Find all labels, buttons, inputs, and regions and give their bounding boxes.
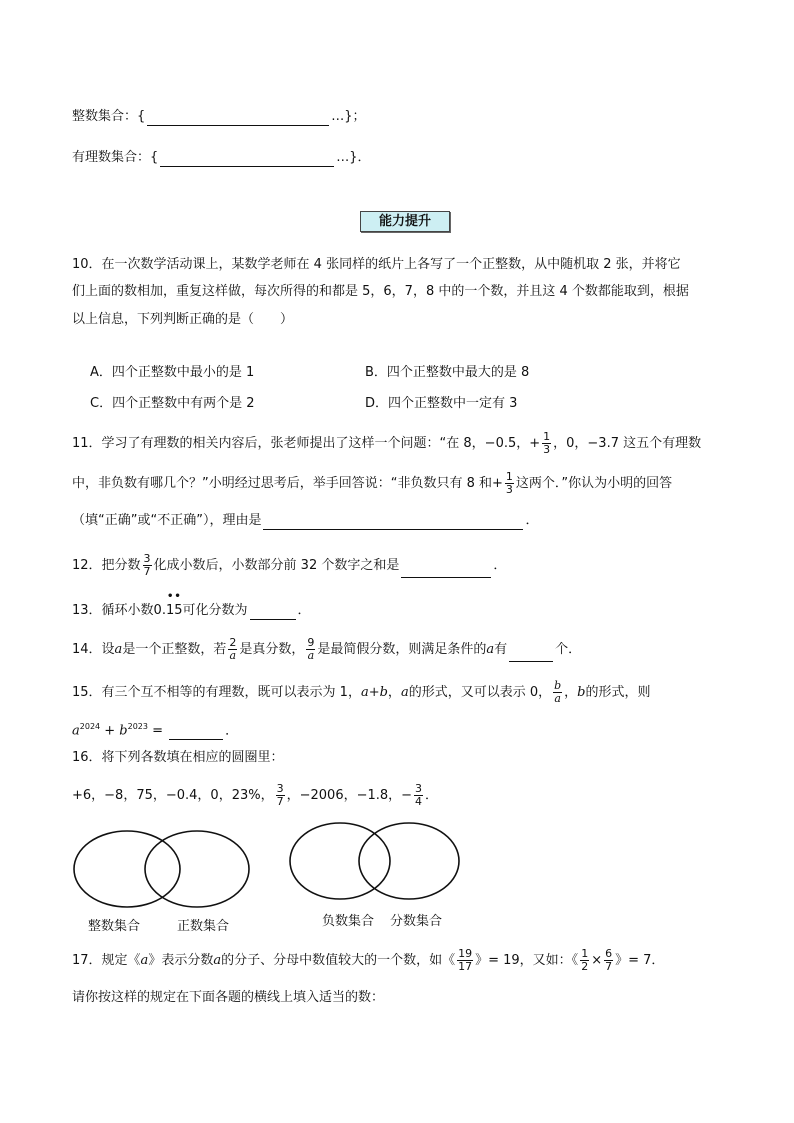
q12-line: 12．把分数 $\frac{3}{7}$ 化成小数后，小数部分前 32 个数字之和是 ．	[72, 552, 507, 578]
q17-line2: 请你按这样的规定在下面各题的横线上填入适当的数：	[72, 990, 385, 1005]
integer-set-line: 整数集合：{ …}；	[72, 109, 366, 124]
q11-line1: 11．学习了有理数的相关内容后，张老师提出了这样一个问题：“在 8，−0.5，+ $\frac{1}{3}$ ，0，−3.7 这五个有理数	[72, 430, 702, 456]
q15-blank[interactable]	[169, 725, 223, 740]
q13-line: 13．循环小数0.15可化分数为 ．	[72, 603, 311, 618]
q12-blank[interactable]	[401, 563, 491, 578]
q17-line1: 17．规定《a》表示分数a的分子、分母中数值较大的一个数，如《 $\frac{19}{17}$ 》= 19，又如：《 $\frac{1}{2}$ × $\frac{6}{7}$ 》= 7．	[72, 947, 665, 973]
q10-option-a[interactable]: A．四个正整数中最小的是 1	[90, 365, 255, 380]
rational-set-blank[interactable]	[160, 152, 334, 167]
q11-line3: （填“正确”或“不正确”），理由是 ．	[72, 513, 539, 528]
q10-option-c[interactable]: C．四个正整数中有两个是 2	[90, 396, 255, 411]
q10-line1: 10．在一次数学活动课上，某数学老师在 4 张同样的纸片上各写了一个正整数，从中随机取 2 张，并将它	[72, 257, 681, 272]
q15-line2: $a^{2024} + b^{2023}$ = ．	[72, 722, 239, 739]
fraction: $\frac{1}{3}$	[543, 430, 551, 456]
fraction: $\frac{3}{7}$	[276, 782, 284, 808]
q15-line1: 15．有三个互不相等的有理数，既可以表示为 1，a+b，a的形式，又可以表示 0， $\frac{b}{a}$ ，b的形式，则	[72, 679, 651, 705]
q16-numbers: +6，−8，75，−0.4，0，23%， $\frac{3}{7}$ ，−2006，−1.8，− $\frac{3}{4}$ ．	[72, 782, 439, 808]
fraction-set-label: 分数集合	[390, 914, 443, 929]
integer-set-circle[interactable]	[74, 831, 180, 907]
fraction: $\frac{3}{4}$	[415, 782, 423, 808]
q14-blank[interactable]	[509, 647, 553, 662]
q16-title: 16．将下列各数填在相应的圆圈里：	[72, 750, 284, 765]
repeating-dots: ••	[167, 591, 182, 602]
q10-option-b[interactable]: B．四个正整数中最大的是 8	[365, 365, 530, 380]
q10-line3: 以上信息，下列判断正确的是（ ）	[72, 312, 294, 327]
fraction: $\frac{1}{3}$	[505, 470, 513, 496]
q10-line2: 们上面的数相加，重复这样做，每次所得的和都是 5，6，7，8 中的一个数，并且这 4 个数都能取到，根据	[72, 284, 689, 299]
fraction: $\frac{b}{a}$	[554, 679, 562, 705]
fraction: $\frac{1}{2}$	[581, 947, 589, 973]
fraction: $\frac{19}{17}$	[458, 947, 473, 973]
positive-set-label: 正数集合	[177, 919, 230, 934]
fraction: $\frac{9}{a}$	[307, 636, 315, 662]
fraction: $\frac{2}{a}$	[229, 636, 237, 662]
q14-line: 14．设a是一个正整数，若 $\frac{2}{a}$ 是真分数， $\frac{9}{a}$ 是最简假分数，则满足条件的a有 个．	[72, 636, 582, 662]
section-badge: 能力提升	[360, 211, 450, 232]
rational-set-line: 有理数集合：{ …}．	[72, 150, 371, 165]
q13-blank[interactable]	[250, 605, 296, 620]
integer-set-label: 整数集合	[88, 919, 141, 934]
integer-set-blank[interactable]	[147, 111, 329, 126]
negative-set-circle[interactable]	[290, 823, 390, 899]
negative-set-label: 负数集合	[322, 914, 375, 929]
fraction: $\frac{3}{7}$	[143, 552, 151, 578]
q11-reason-blank[interactable]	[263, 515, 523, 530]
positive-set-circle[interactable]	[145, 831, 249, 907]
q11-line2: 中，非负数有哪几个？”小明经过思考后，举手回答说：“非负数只有 8 和+ $\frac{1}{3}$ 这两个．”你认为小明的回答	[72, 470, 673, 496]
fraction: $\frac{6}{7}$	[605, 947, 613, 973]
fraction-set-circle[interactable]	[359, 823, 459, 899]
repeating-decimal: 0.15	[153, 603, 183, 618]
q10-option-d[interactable]: D．四个正整数中一定有 3	[365, 396, 518, 411]
